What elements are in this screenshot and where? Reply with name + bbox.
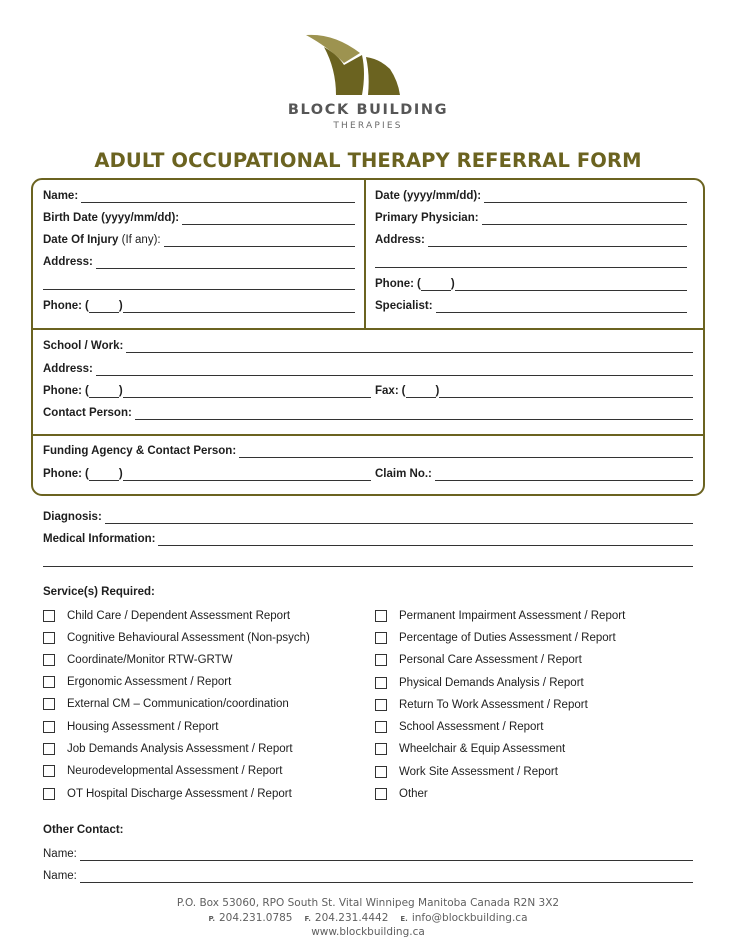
patient-address-label: Address: <box>43 256 93 268</box>
service-option[interactable] <box>375 787 428 801</box>
specialist-label: Specialist: <box>375 300 433 312</box>
brand-name: BLOCK BUILDING <box>287 102 449 118</box>
footer-email[interactable]: info@blockbuilding.ca <box>411 912 528 924</box>
patient-phone-label: Phone: <box>43 300 82 312</box>
service-option[interactable] <box>375 742 565 756</box>
other-contact-name-line[interactable] <box>80 872 693 883</box>
physician-address-field[interactable] <box>375 232 687 247</box>
service-option[interactable] <box>375 653 582 667</box>
footer-address: P.O. Box 53060, RPO South St. Vital Winnipeg Manitoba Canada R2N 3X2 <box>176 897 560 909</box>
service-checkbox[interactable] <box>375 699 387 711</box>
school-work-field[interactable] <box>43 338 693 353</box>
primary-physician-line[interactable] <box>482 214 687 225</box>
service-option[interactable] <box>375 720 543 734</box>
patient-address-field[interactable] <box>43 254 355 269</box>
physician-phone-line[interactable] <box>455 280 687 291</box>
footer-fax: 204.231.4442 <box>314 912 389 924</box>
physician-phone-label: Phone: <box>375 278 414 290</box>
service-checkbox[interactable] <box>375 721 387 733</box>
primary-physician-label: Primary Physician: <box>375 212 479 224</box>
other-contact-heading: Other Contact: <box>43 824 124 836</box>
services-heading: Service(s) Required: <box>43 586 155 598</box>
service-label: Ergonomic Assessment / Report <box>67 676 232 688</box>
service-option[interactable] <box>43 631 310 645</box>
service-checkbox[interactable] <box>375 788 387 800</box>
patient-address-line-2[interactable] <box>43 289 355 290</box>
other-contact-name-field-2[interactable] <box>43 868 693 883</box>
service-label: OT Hospital Discharge Assessment / Report <box>67 788 292 800</box>
service-option[interactable] <box>375 765 558 779</box>
service-checkbox[interactable] <box>375 632 387 644</box>
logo-right-block <box>366 57 400 95</box>
service-option[interactable] <box>43 720 219 734</box>
service-label: Physical Demands Analysis / Report <box>399 677 584 689</box>
school-fax-field[interactable]: Fax: ( ) <box>375 383 693 398</box>
service-label: Child Care / Dependent Assessment Report <box>67 610 291 622</box>
patient-name-label: Name: <box>43 190 79 202</box>
contact-person-label: Contact Person: <box>43 407 132 419</box>
service-option[interactable] <box>43 787 292 801</box>
school-phone-line[interactable] <box>123 387 371 398</box>
school-fax-line[interactable] <box>439 387 693 398</box>
referral-date-line[interactable] <box>484 192 687 203</box>
service-option[interactable] <box>375 698 588 712</box>
brand-subtitle: THERAPIES <box>333 121 403 131</box>
service-option[interactable] <box>43 675 231 689</box>
birth-date-field[interactable] <box>43 210 355 225</box>
service-option[interactable] <box>375 609 625 623</box>
service-checkbox[interactable] <box>43 721 55 733</box>
other-contact-name-field-1[interactable] <box>43 846 693 861</box>
patient-name-line[interactable] <box>81 192 355 203</box>
physician-address-label: Address: <box>375 234 425 246</box>
service-label: Neurodevelopmental Assessment / Report <box>67 765 283 777</box>
footer-phone: 204.231.0785 <box>219 912 293 924</box>
date-of-injury-field[interactable] <box>43 232 355 247</box>
service-label: Permanent Impairment Assessment / Report <box>399 610 626 622</box>
service-checkbox[interactable] <box>43 632 55 644</box>
service-checkbox[interactable] <box>43 698 55 710</box>
service-option[interactable] <box>375 631 616 645</box>
block-building-logo <box>304 33 404 99</box>
date-of-injury-label: Date Of Injury (If any): <box>43 234 161 246</box>
service-label: Other <box>399 788 428 800</box>
service-option[interactable] <box>375 676 584 690</box>
service-option[interactable] <box>43 697 289 711</box>
birth-date-label: Birth Date (yyyy/mm/dd): <box>43 212 180 224</box>
birth-date-line[interactable] <box>182 214 355 225</box>
medical-information-line-2[interactable] <box>43 566 693 567</box>
service-checkbox[interactable] <box>375 610 387 622</box>
footer-phone-tag: P. <box>208 915 215 923</box>
service-checkbox[interactable] <box>43 610 55 622</box>
claim-number-field[interactable] <box>375 466 693 481</box>
claim-number-line[interactable] <box>435 470 693 481</box>
service-checkbox[interactable] <box>43 743 55 755</box>
service-checkbox[interactable] <box>375 654 387 666</box>
physician-address-line[interactable] <box>428 236 687 247</box>
diagnosis-label: Diagnosis: <box>43 511 102 523</box>
footer-fax-tag: F. <box>304 915 311 923</box>
service-option[interactable] <box>43 653 233 667</box>
school-work-line[interactable] <box>126 342 693 353</box>
service-label: School Assessment / Report <box>399 721 544 733</box>
service-checkbox[interactable] <box>43 765 55 777</box>
service-checkbox[interactable] <box>375 766 387 778</box>
school-work-label: School / Work: <box>43 340 124 352</box>
specialist-line[interactable] <box>436 302 687 313</box>
service-checkbox[interactable] <box>375 677 387 689</box>
school-address-field[interactable] <box>43 361 693 376</box>
frame-divider-vertical <box>364 179 366 329</box>
service-checkbox[interactable] <box>43 788 55 800</box>
service-label: Wheelchair & Equip Assessment <box>399 743 566 755</box>
patient-phone-line[interactable] <box>123 302 355 313</box>
school-fax-label: Fax: <box>375 385 399 397</box>
claim-number-label: Claim No.: <box>375 468 432 480</box>
service-label: Return To Work Assessment / Report <box>399 699 588 711</box>
footer-email-tag: E. <box>400 915 408 923</box>
service-label: Personal Care Assessment / Report <box>399 654 582 666</box>
funding-agency-line[interactable] <box>239 447 693 458</box>
service-label: Cognitive Behavioural Assessment (Non-psych) <box>67 632 310 644</box>
diagnosis-field[interactable] <box>43 509 693 524</box>
medical-information-field[interactable] <box>43 531 693 546</box>
funding-phone-line[interactable] <box>123 470 371 481</box>
school-address-line[interactable] <box>96 365 693 376</box>
medical-information-line[interactable] <box>158 535 693 546</box>
service-checkbox[interactable] <box>375 743 387 755</box>
service-label: Work Site Assessment / Report <box>399 766 558 778</box>
service-label: Percentage of Duties Assessment / Report <box>399 632 616 644</box>
school-phone-label: Phone: <box>43 385 82 397</box>
other-contact-name-label: Name: <box>43 848 77 860</box>
referral-date-field[interactable] <box>375 188 687 203</box>
school-phone-field[interactable]: Phone: ( ) <box>43 383 371 398</box>
service-option[interactable] <box>43 609 290 623</box>
service-label: Job Demands Analysis Assessment / Report <box>67 743 293 755</box>
service-checkbox[interactable] <box>43 654 55 666</box>
school-address-label: Address: <box>43 363 93 375</box>
medical-information-label: Medical Information: <box>43 533 156 545</box>
funding-agency-field[interactable] <box>43 443 693 458</box>
other-contact-name-line[interactable] <box>80 850 693 861</box>
funding-phone-label: Phone: <box>43 468 82 480</box>
service-checkbox[interactable] <box>43 676 55 688</box>
other-contact-name-label: Name: <box>43 870 77 882</box>
service-label: External CM – Communication/coordination <box>67 698 289 710</box>
contact-person-field[interactable] <box>43 405 693 420</box>
service-option[interactable] <box>43 742 293 756</box>
referral-date-label: Date (yyyy/mm/dd): <box>375 190 482 202</box>
funding-phone-field[interactable]: Phone: ( ) <box>43 466 371 481</box>
frame-divider-1 <box>32 328 704 330</box>
service-label: Coordinate/Monitor RTW-GRTW <box>67 654 233 666</box>
service-label: Housing Assessment / Report <box>67 721 219 733</box>
contact-person-line[interactable] <box>135 409 693 420</box>
form-title: ADULT OCCUPATIONAL THERAPY REFERRAL FORM <box>94 149 642 172</box>
patient-name-field[interactable] <box>43 188 355 203</box>
funding-agency-label: Funding Agency & Contact Person: <box>43 445 237 457</box>
specialist-field[interactable] <box>375 298 687 313</box>
footer-contacts <box>0 912 736 924</box>
footer-website[interactable]: www.blockbuilding.ca <box>311 926 425 938</box>
patient-phone-field[interactable]: Phone: ( ) <box>43 298 355 313</box>
service-option[interactable] <box>43 764 282 778</box>
primary-physician-field[interactable] <box>375 210 687 225</box>
patient-address-line[interactable] <box>96 258 355 269</box>
diagnosis-line[interactable] <box>105 513 693 524</box>
physician-address-line-2[interactable] <box>375 267 687 268</box>
physician-phone-field[interactable]: Phone: ( ) <box>375 276 687 291</box>
date-of-injury-line[interactable] <box>164 236 355 247</box>
frame-divider-2 <box>32 434 704 436</box>
